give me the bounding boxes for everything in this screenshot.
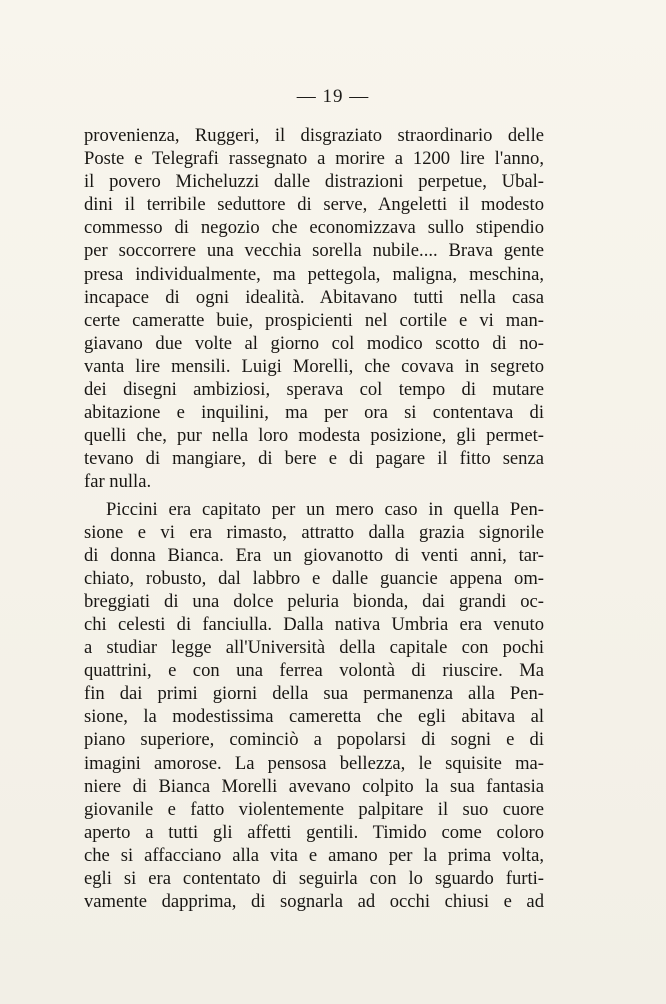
text-line: dei disegni ambiziosi, sperava col tempo di mutare: [84, 379, 544, 401]
text-line: presa individualmente, ma pettegola, maligna, meschina,: [84, 263, 544, 285]
text-line: breggiati di una dolce peluria bionda, dai grandi oc-: [84, 590, 544, 612]
text-line: dini il terribile seduttore di serve, Angeletti il modesto: [84, 194, 544, 216]
text-line: commesso di negozio che economizzava sullo stipendio: [84, 217, 544, 239]
text-line: giovanile e fatto violentemente palpitare il suo cuore: [84, 798, 544, 820]
text-line: Piccini era capitato per un mero caso in quella Pen-: [106, 498, 544, 520]
text-line: Poste e Telegrafi rassegnato a morire a 1200 lire l'anno,: [84, 148, 544, 170]
page-number: — 19 —: [296, 86, 370, 107]
text-line: giavano due volte al giorno col modico scotto di no-: [84, 332, 544, 354]
text-line: aperto a tutti gli affetti gentili. Timido come coloro: [84, 821, 544, 843]
text-line: provenienza, Ruggeri, il disgraziato straordinario delle: [84, 125, 544, 146]
text-line: che si affacciano alla vita e amano per la prima volta,: [84, 844, 544, 866]
text-line: chi celesti di fanciulla. Dalla nativa Umbria era venuto: [84, 613, 544, 635]
text-line: certe cameratte buie, prospicienti nel cortile e vi man-: [84, 309, 544, 331]
paragraph-1: [84, 124, 544, 494]
text-line: il povero Micheluzzi dalle distrazioni perpetue, Ubal-: [84, 171, 544, 193]
text-line: a studiar legge all'Università della capitale con pochi: [84, 637, 544, 659]
text-line: imagini amorose. La pensosa bellezza, le squisite ma-: [84, 752, 544, 774]
text-line: sione e vi era rimasto, attratto dalla grazia signorile: [84, 521, 544, 543]
text-line: vamente dapprima, di sognarla ad occhi chiusi e ad: [84, 891, 544, 913]
text-line: fin dai primi giorni della sua permanenza alla Pen-: [84, 683, 544, 705]
text-line: abitazione e inquilini, ma per ora si contentava di: [84, 402, 544, 424]
text-line: sione, la modestissima cameretta che egli abitava al: [84, 706, 544, 728]
text-line: chiato, robusto, dal labbro e dalle guancie appena om-: [84, 567, 544, 589]
text-line: di donna Bianca. Era un giovanotto di venti anni, tar-: [84, 544, 544, 566]
text-line: far nulla.: [84, 471, 152, 493]
text-line: tevano di mangiare, di bere e di pagare il fitto senza: [84, 448, 544, 470]
text-line: per soccorrere una vecchia sorella nubile.... Brava gente: [84, 240, 544, 262]
text-line: vanta lire mensili. Luigi Morelli, che covava in segreto: [84, 355, 544, 377]
text-line: egli si era contentato di seguirla con lo sguardo furti-: [84, 868, 544, 889]
paragraph-2: [84, 498, 544, 914]
text-line: niere di Bianca Morelli avevano colpito la sua fantasia: [84, 775, 544, 797]
text-line: quattrini, e con una ferrea volontà di riuscire. Ma: [84, 660, 544, 682]
text-line: piano superiore, cominciò a popolarsi di sogni e di: [84, 729, 544, 751]
body-text: [84, 124, 544, 913]
text-line: incapace di ogni idealità. Abitavano tutti nella casa: [84, 286, 544, 308]
text-line: quelli che, pur nella loro modesta posizione, gli permet-: [84, 425, 544, 447]
